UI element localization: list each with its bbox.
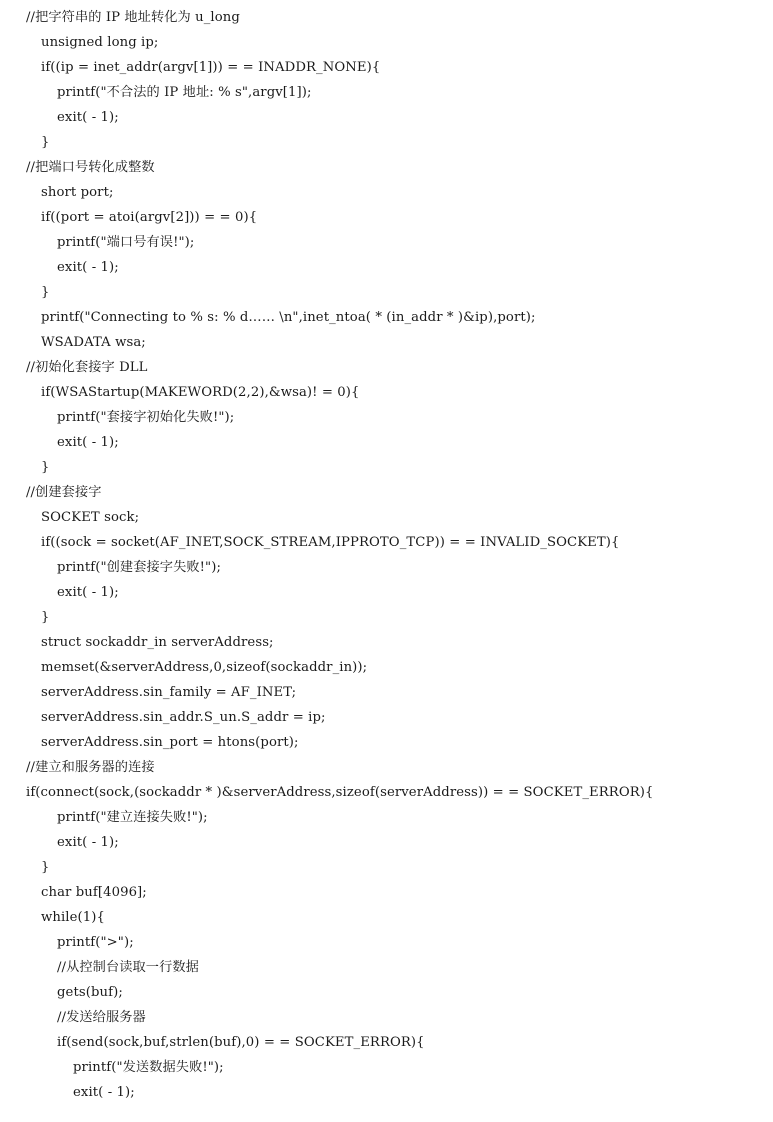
code-line: serverAddress.sin_port = htons(port); (41, 735, 299, 750)
code-line: } (41, 610, 50, 625)
comment-port-convert: //把端口号转化成整数 (26, 160, 155, 175)
code-line: printf("建立连接失败!"); (57, 810, 208, 825)
code-line: SOCKET sock; (41, 510, 140, 525)
code-line: WSADATA wsa; (41, 335, 146, 350)
code-line: while(1){ (41, 910, 105, 925)
code-line: } (41, 460, 50, 475)
code-line: printf("Connecting to % s: % d…… \n",inet_ntoa( * (in_addr * )&ip),port); (41, 310, 536, 325)
comment-init-dll: //初始化套接字 DLL (26, 360, 148, 375)
code-line: exit( - 1); (57, 260, 119, 275)
comment-ip-convert: //把字符串的 IP 地址转化为 u_long (26, 10, 240, 25)
code-line: serverAddress.sin_addr.S_un.S_addr = ip; (41, 710, 326, 725)
code-line: } (41, 285, 50, 300)
code-line: char buf[4096]; (41, 885, 147, 900)
code-line: printf("套接字初始化失败!"); (57, 410, 235, 425)
code-listing (0, 5, 773, 1105)
comment-send-server: //发送给服务器 (57, 1010, 146, 1025)
code-line: } (41, 860, 50, 875)
code-line: if(connect(sock,(sockaddr * )&serverAddress,sizeof(serverAddress)) = = SOCKET_ERROR){ (26, 785, 654, 800)
code-line: exit( - 1); (57, 585, 119, 600)
code-line: if(send(sock,buf,strlen(buf),0) = = SOCKET_ERROR){ (57, 1035, 425, 1050)
code-line: } (41, 135, 50, 150)
code-line: printf("发送数据失败!"); (73, 1060, 224, 1075)
code-line: printf(">"); (57, 935, 134, 950)
code-line: short port; (41, 185, 114, 200)
code-line: exit( - 1); (73, 1085, 135, 1100)
code-line: exit( - 1); (57, 110, 119, 125)
code-line: serverAddress.sin_family = AF_INET; (41, 685, 297, 700)
code-line: memset(&serverAddress,0,sizeof(sockaddr_in)); (41, 660, 368, 675)
code-line: exit( - 1); (57, 835, 119, 850)
code-line: if(WSAStartup(MAKEWORD(2,2),&wsa)! = 0){ (41, 385, 360, 400)
code-line: gets(buf); (57, 985, 123, 1000)
code-line: printf("端口号有误!"); (57, 235, 195, 250)
code-line: struct sockaddr_in serverAddress; (41, 635, 274, 650)
comment-connect-server: //建立和服务器的连接 (26, 760, 155, 775)
code-line: if((sock = socket(AF_INET,SOCK_STREAM,IPPROTO_TCP)) = = INVALID_SOCKET){ (41, 535, 620, 550)
code-line: exit( - 1); (57, 435, 119, 450)
code-line: if((ip = inet_addr(argv[1])) = = INADDR_NONE){ (41, 60, 381, 75)
code-line: printf("创建套接字失败!"); (57, 560, 222, 575)
code-line: unsigned long ip; (41, 35, 159, 50)
code-line: if((port = atoi(argv[2])) = = 0){ (41, 210, 258, 225)
code-line: printf("不合法的 IP 地址: % s",argv[1]); (57, 85, 312, 100)
comment-read-console: //从控制台读取一行数据 (57, 960, 199, 975)
comment-create-socket: //创建套接字 (26, 485, 102, 500)
